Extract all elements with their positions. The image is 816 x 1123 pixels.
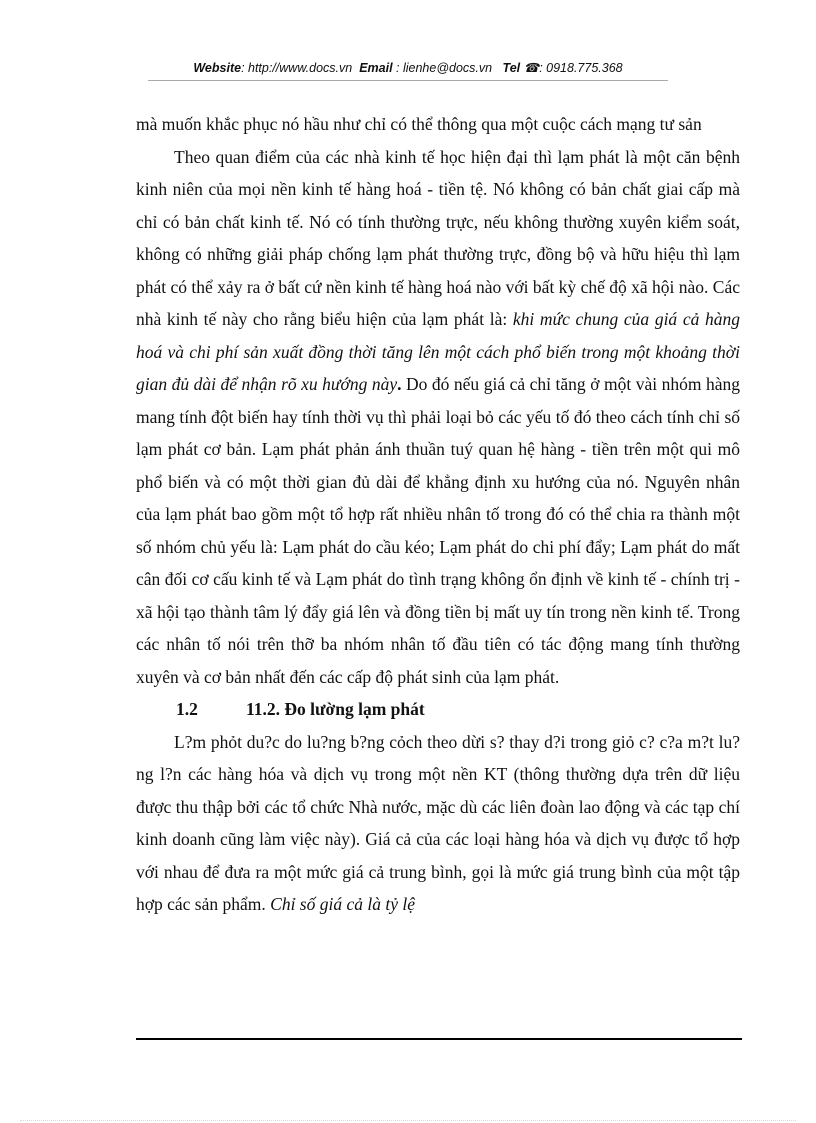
footer-divider	[136, 1038, 742, 1040]
paragraph-text: L?m phỏt du?c do lu?ng b?ng cỏch theo dừi s? thay d?i trong giỏ c? c?a m?t lu?ng l?n các hàng hóa và dịch vụ trong một nền KT (thông thường dựa trên dữ liệu được thu thập bởi các tổ chức Nhà nước, mặc dù các liên đoàn lao động và các tạp chí kinh doanh cũng làm việc này). Giá cả của các loại hàng hóa và dịch vụ được tổ hợp với nhau để đưa ra một mức giá cả trung bình, gọi là mức giá trung bình của một tập hợp các sản phẩm.	[136, 731, 740, 914]
italic-definition: khi mức chung của giá cả hàng hoá và chi phí sản xuất đồng thời tăng lên một cách phổ biến trong một khoảng thời gian đủ dài để nhận rõ xu hướng này	[136, 309, 741, 394]
section-number: 1.2	[176, 699, 198, 719]
paragraph-inflation-view	[136, 141, 740, 694]
section-title: 11.2. Đo lường lạm phát	[246, 699, 425, 719]
page-edge-line	[20, 1120, 796, 1121]
document-body	[136, 108, 740, 921]
tel-value: : 0918.775.368	[539, 61, 623, 75]
header-divider	[148, 80, 668, 81]
bold-period: .	[397, 374, 402, 394]
section-heading	[136, 693, 740, 726]
italic-text: Chỉ số giá cả là tỷ lệ	[270, 894, 415, 914]
paragraph-text: Do đó nếu giá cả chỉ tăng ở một vài nhóm hàng mang tính đột biến hay tính thời vụ thì phải loại bỏ các yếu tố đó theo cách tính chỉ số lạm phát cơ bản. Lạm phát phản ánh thuần tuý quan hệ hàng - tiền trên một qui mô phổ biến và có một thời gian đủ dài để khẳng định xu hướng của nó. Nguyên nhân của lạm phát bao gồm một tổ hợp rất nhiều nhân tố trong đó có thể chia ra thành một số nhóm chủ yếu là: Lạm phát do cầu kéo; Lạm phát do chi phí đẩy; Lạm phát do mất cân đối cơ cấu kinh tế và Lạm phát do tình trạng không ổn định về kinh tế - chính trị - xã hội tạo thành tâm lý đẩy giá lên và đồng tiền bị mất uy tín trong nền kinh tế. Trong các nhân tố nói trên thỡ ba nhóm nhân tố đầu tiên có tác động mang tính thường xuyên và cơ bản nhất đến các cấp độ phát sinh của lạm phát.	[136, 374, 740, 687]
paragraph-text: Theo quan điểm của các nhà kinh tế học hiện đại thì lạm phát là một căn bệnh kinh niên của mọi nền kinh tế hàng hoá - tiền tệ. Nó không có bản chất giai cấp mà chỉ có bản chất kinh tế. Nó có tính thường trực, nếu không thường xuyên kiểm soát, không có những giải pháp chống lạm phát thường trực, đồng bộ và hữu hiệu thì lạm phát có thể xảy ra ở bất cứ nền kinh tế hàng hoá nào với bất kỳ chế độ xã hội nào. Các nhà kinh tế này cho rằng biểu hiện của lạm phát là:	[136, 146, 740, 329]
email-value: : lienhe@docs.vn	[396, 61, 493, 75]
phone-icon: ☎	[523, 61, 540, 75]
paragraph-continuation: mà muốn khắc phục nó hầu như chỉ có thể thông qua một cuộc cách mạng tư sản	[136, 114, 702, 134]
page-header	[0, 60, 816, 75]
website-value: : http://www.docs.vn	[241, 61, 353, 75]
paragraph-measurement	[136, 726, 740, 921]
email-label: Email	[359, 61, 393, 75]
tel-label: Tel	[502, 61, 521, 75]
website-label: Website	[193, 61, 242, 75]
